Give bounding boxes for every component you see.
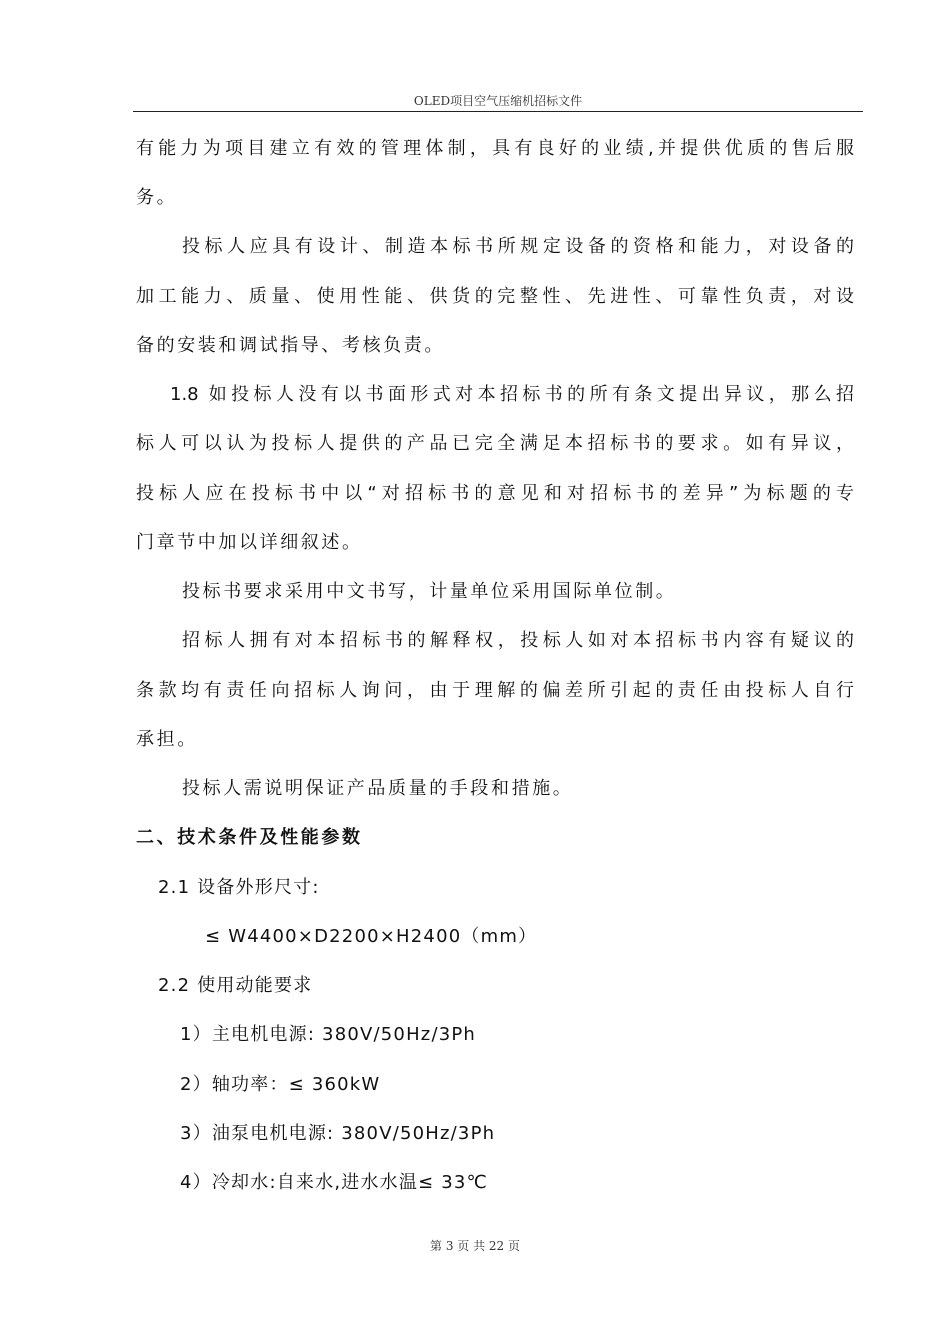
spec-line: ≤ W4400×D2200×H2400（mm） (205, 926, 538, 947)
paragraph-line: 条款均有责任向招标人询问，由于理解的偏差所引起的责任由投标人自行 (136, 680, 854, 701)
paragraph-line: 投标人需说明保证产品质量的手段和措施。 (182, 778, 574, 799)
paragraph-line: 投标人应在投标书中以“对招标书的意见和对招标书的差异”为标题的专 (136, 483, 854, 504)
paragraph-line: 投标书要求采用中文书写，计量单位采用国际单位制。 (182, 581, 677, 602)
page-footer (0, 1238, 950, 1254)
spec-line: 1）主电机电源: 380V/50Hz/3Ph (180, 1024, 477, 1045)
paragraph-line: 备的安装和调试指导、考核负责。 (136, 335, 445, 356)
spec-line: 2）轴功率：≤ 360kW (180, 1074, 381, 1095)
spec-line: 4）冷却水:自来水,进水水温≤ 33℃ (180, 1172, 488, 1193)
spec-line: 2.1 设备外形尺寸: (158, 877, 320, 898)
header-title: OLED项目空气压缩机招标文件 (413, 94, 583, 108)
page-number: 第 3 页 共 22 页 (430, 1239, 520, 1253)
paragraph-line: 加工能力、质量、使用性能、供货的完整性、先进性、可靠性负责，对设 (136, 286, 854, 307)
paragraph-line: 招标人拥有对本招标书的解释权，投标人如对本招标书内容有疑议的 (182, 630, 854, 651)
paragraph-line: 门章节中加以详细叙述。 (136, 532, 363, 553)
spec-line: 3）油泵电机电源: 380V/50Hz/3Ph (180, 1123, 496, 1144)
paragraph-line: 务。 (136, 187, 178, 208)
paragraph-line: 投标人应具有设计、制造本标书所规定设备的资格和能力，对设备的 (182, 236, 854, 257)
paragraph-line: 承担。 (136, 729, 198, 750)
spec-line: 2.2 使用动能要求 (158, 975, 313, 996)
paragraph-line: 有能力为项目建立有效的管理体制，具有良好的业绩,并提供优质的售后服 (136, 138, 854, 159)
section-heading: 二、技术条件及性能参数 (136, 827, 363, 848)
paragraph-line: 1.8 如投标人没有以书面形式对本招标书的所有条文提出异议，那么招 (170, 384, 854, 405)
page-header (133, 93, 863, 112)
paragraph-line: 标人可以认为投标人提供的产品已完全满足本招标书的要求。如有异议， (136, 433, 854, 454)
